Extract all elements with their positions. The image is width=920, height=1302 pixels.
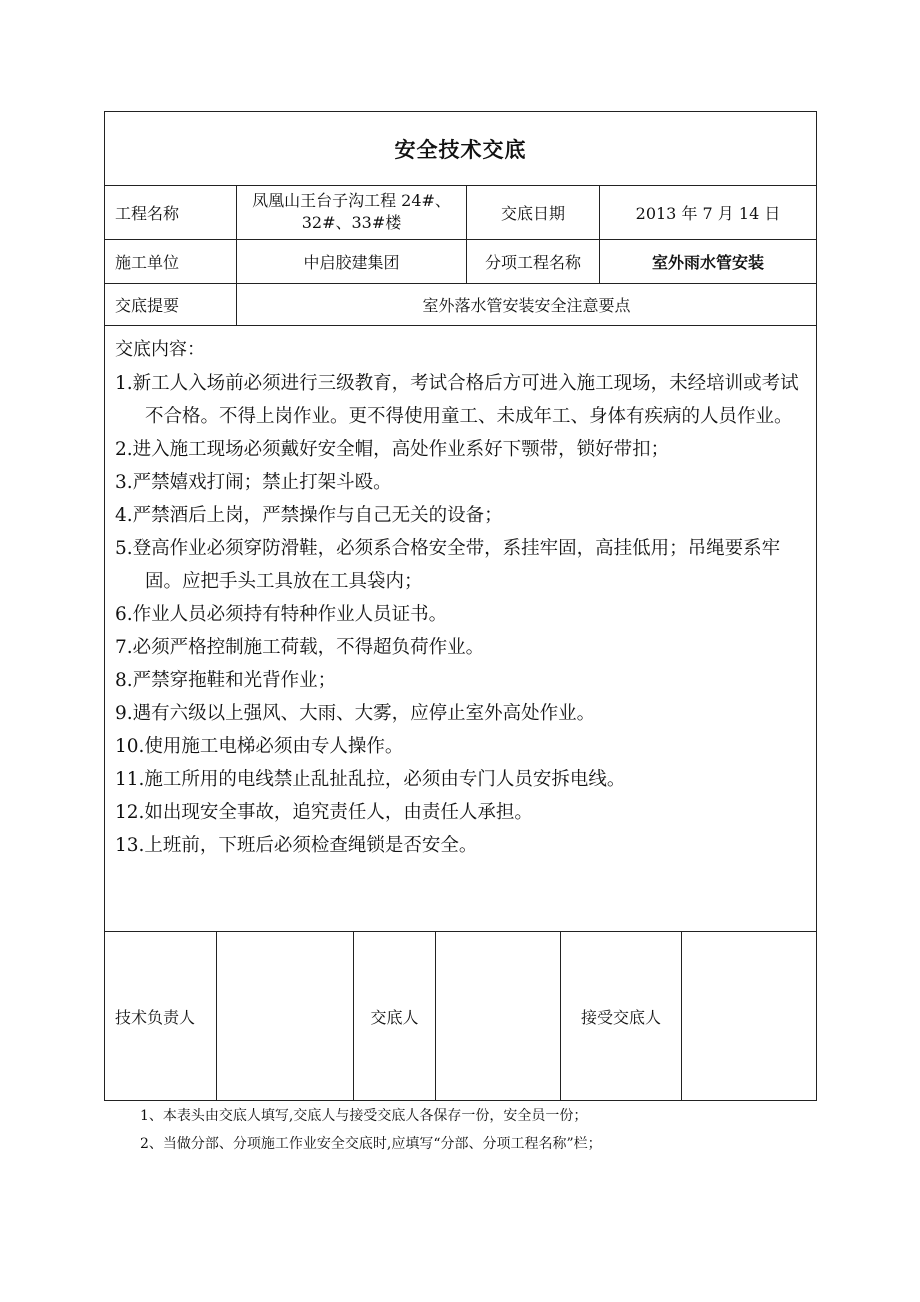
content-item: 12.如出现安全事故，追究责任人，由责任人承担。 [115,802,533,823]
content-item: 10.使用施工电梯必须由专人操作。 [115,736,404,757]
project-value: 凤凰山王台子沟工程 24#、32#、33#楼 [236,185,466,239]
tech-lead-signature-field[interactable] [216,932,353,1100]
disclosure-content [105,325,816,932]
date-label: 交底日期 [466,185,599,239]
subproject-value: 室外雨水管安装 [599,239,816,283]
unit-label: 施工单位 [115,252,180,272]
unit-row [105,239,816,284]
content-item: 8.严禁穿拖鞋和光背作业； [115,670,337,691]
content-item: 2.进入施工现场必须戴好安全帽，高处作业系好下颚带，锁好带扣； [115,439,670,460]
receiver-label: 接受交底人 [560,932,681,1100]
content-item: 11.施工所用的电线禁止乱扯乱拉，必须由专门人员安拆电线。 [115,769,626,790]
discloser-label: 交底人 [353,932,435,1100]
tech-lead-label: 技术负责人 [115,1007,196,1027]
content-item: 3.严禁嬉戏打闹；禁止打架斗殴。 [115,472,392,493]
discloser-signature-field[interactable] [435,932,560,1100]
content-item: 1.新工人入场前必须进行三级教育，考试合格后方可进入施工现场，未经培训或考试不合格。不得上岗作业。更不得使用童工、未成年工、身体有疾病的人员作业。 [115,373,799,427]
content-item: 13.上班前，下班后必须检查绳锁是否安全。 [115,835,478,856]
content-item: 4.严禁酒后上岗，严禁操作与自己无关的设备； [115,505,503,526]
summary-row [105,283,816,326]
content-item: 5.登高作业必须穿防滑鞋，必须系合格安全带，系挂牢固，高挂低用；吊绳要系牢固。应把手头工具放在工具袋内； [115,538,781,592]
project-row [105,185,816,240]
content-heading: 交底内容： [115,339,205,360]
content-item: 7.必须严格控制施工荷载，不得超负荷作业。 [115,637,485,658]
footnote: 2、当做分部、分项施工作业安全交底时,应填写“分部、分项工程名称”栏； [140,1136,602,1152]
summary-value: 室外落水管安装安全注意要点 [236,283,816,325]
unit-value: 中启胶建集团 [236,239,466,283]
footnotes [140,1102,602,1158]
project-label: 工程名称 [115,203,180,223]
receiver-signature-field[interactable] [681,932,816,1100]
subproject-label: 分项工程名称 [466,239,599,283]
footnote: 1、本表头由交底人填写,交底人与接受交底人各保存一份，安全员一份； [140,1108,588,1124]
signature-row [105,932,816,1100]
form-title: 安全技术交底 [105,112,816,186]
date-value: 2013 年 7 月 14 日 [599,185,816,239]
content-item: 6.作业人员必须持有特种作业人员证书。 [115,604,448,625]
disclosure-form [104,111,817,1101]
summary-label: 交底提要 [115,295,180,315]
content-item: 9.遇有六级以上强风、大雨、大雾，应停止室外高处作业。 [115,703,596,724]
